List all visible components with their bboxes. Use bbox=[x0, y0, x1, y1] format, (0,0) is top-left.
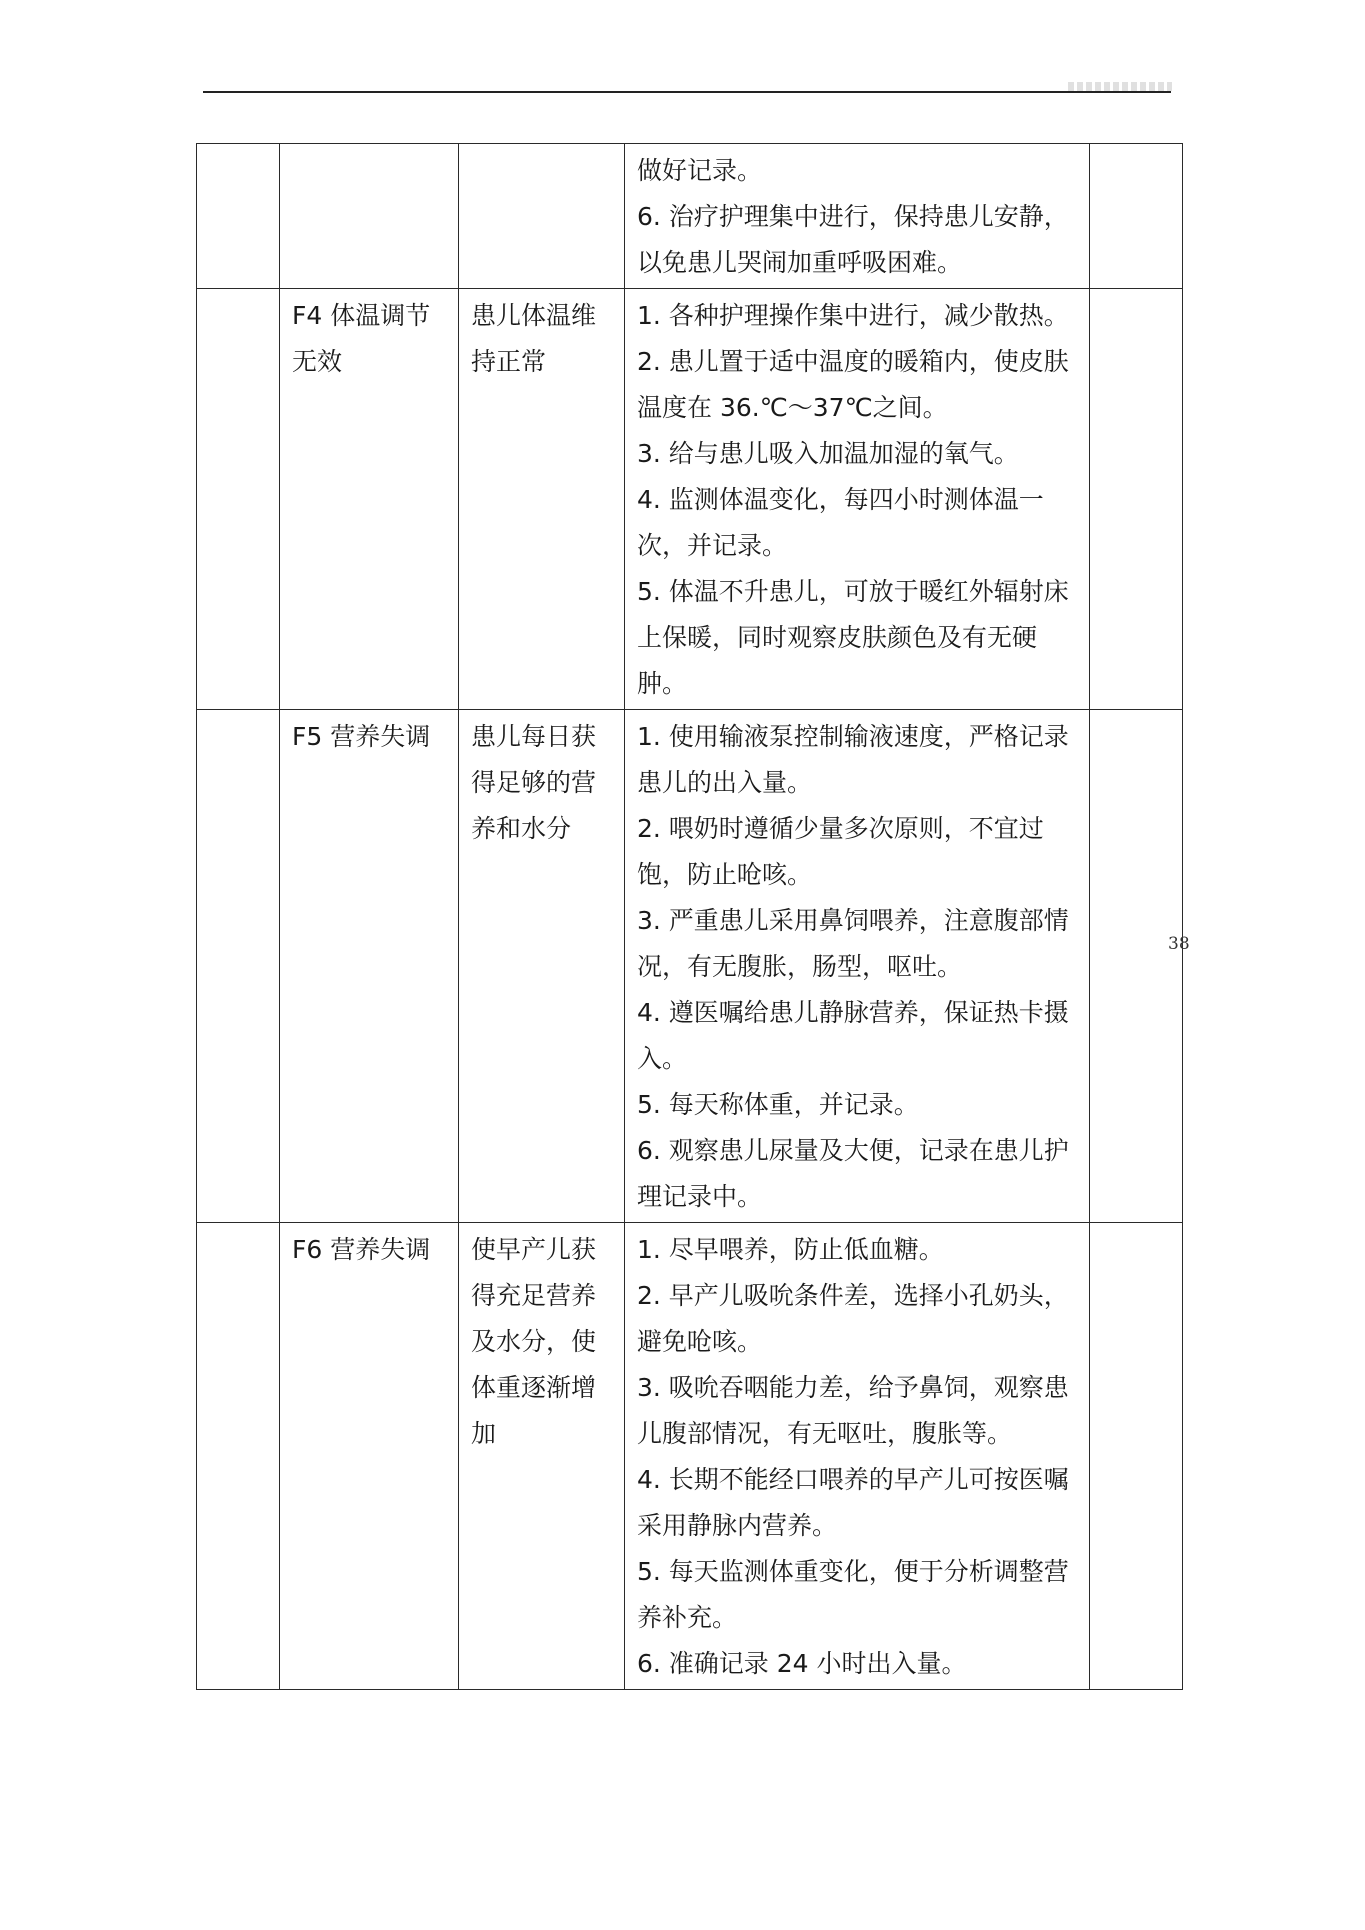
index-cell bbox=[197, 144, 280, 289]
measures-cell bbox=[625, 1223, 1090, 1690]
measure-item: 5. 每天称体重，并记录。 bbox=[637, 1090, 919, 1119]
diagnosis-cell: F5 营养失调 bbox=[280, 710, 459, 1223]
diagnosis-cell bbox=[280, 144, 459, 289]
table-row bbox=[197, 144, 1183, 289]
measures-cell bbox=[625, 144, 1090, 289]
goal-cell: 患儿每日获得足够的营养和水分 bbox=[459, 710, 625, 1223]
measure-item: 做好记录。 bbox=[637, 156, 763, 185]
goal-cell: 患儿体温维持正常 bbox=[459, 289, 625, 710]
evaluation-cell bbox=[1090, 710, 1183, 1223]
goal-cell: 使早产儿获得充足营养及水分，使体重逐渐增加 bbox=[459, 1223, 625, 1690]
index-cell bbox=[197, 710, 280, 1223]
page-number: 38 bbox=[1168, 934, 1190, 954]
table-row bbox=[197, 289, 1183, 710]
nursing-care-table bbox=[196, 143, 1183, 1690]
measures-cell bbox=[625, 710, 1090, 1223]
evaluation-cell bbox=[1090, 289, 1183, 710]
measures-cell bbox=[625, 289, 1090, 710]
header-rule bbox=[203, 91, 1171, 93]
table-row bbox=[197, 1223, 1183, 1690]
measure-item: 1. 各种护理操作集中进行，减少散热。 bbox=[637, 301, 1069, 330]
measure-item: 2. 患儿置于适中温度的暖箱内，使皮肤温度在 36.℃～37℃之间。 bbox=[637, 347, 1069, 422]
goal-cell bbox=[459, 144, 625, 289]
measure-item: 5. 每天监测体重变化，便于分析调整营养补充。 bbox=[637, 1557, 1069, 1632]
measure-item: 3. 给与患儿吸入加温加湿的氧气。 bbox=[637, 439, 1019, 468]
diagnosis-cell: F6 营养失调 bbox=[280, 1223, 459, 1690]
table-row bbox=[197, 710, 1183, 1223]
measure-item: 5. 体温不升患儿，可放于暖红外辐射床上保暖，同时观察皮肤颜色及有无硬肿。 bbox=[637, 577, 1069, 698]
measure-item: 1. 尽早喂养，防止低血糖。 bbox=[637, 1235, 944, 1264]
measure-item: 2. 早产儿吸吮条件差，选择小孔奶头，避免呛咳。 bbox=[637, 1281, 1069, 1356]
measure-item: 1. 使用输液泵控制输液速度，严格记录患儿的出入量。 bbox=[637, 722, 1069, 797]
index-cell bbox=[197, 1223, 280, 1690]
measure-item: 2. 喂奶时遵循少量多次原则，不宜过饱，防止呛咳。 bbox=[637, 814, 1044, 889]
evaluation-cell bbox=[1090, 1223, 1183, 1690]
measure-item: 4. 长期不能经口喂养的早产儿可按医嘱采用静脉内营养。 bbox=[637, 1465, 1069, 1540]
measure-item: 6. 观察患儿尿量及大便，记录在患儿护理记录中。 bbox=[637, 1136, 1069, 1211]
measure-item: 4. 监测体温变化，每四小时测体温一次，并记录。 bbox=[637, 485, 1044, 560]
evaluation-cell bbox=[1090, 144, 1183, 289]
header-watermark bbox=[1068, 82, 1172, 91]
measure-item: 3. 吸吮吞咽能力差，给予鼻饲，观察患儿腹部情况，有无呕吐，腹胀等。 bbox=[637, 1373, 1069, 1448]
measure-item: 6. 治疗护理集中进行，保持患儿安静，以免患儿哭闹加重呼吸困难。 bbox=[637, 202, 1069, 277]
diagnosis-cell: F4 体温调节无效 bbox=[280, 289, 459, 710]
measure-item: 4. 遵医嘱给患儿静脉营养，保证热卡摄入。 bbox=[637, 998, 1069, 1073]
measure-item: 3. 严重患儿采用鼻饲喂养，注意腹部情况，有无腹胀，肠型，呕吐。 bbox=[637, 906, 1069, 981]
measure-item: 6. 准确记录 24 小时出入量。 bbox=[637, 1649, 967, 1678]
index-cell bbox=[197, 289, 280, 710]
